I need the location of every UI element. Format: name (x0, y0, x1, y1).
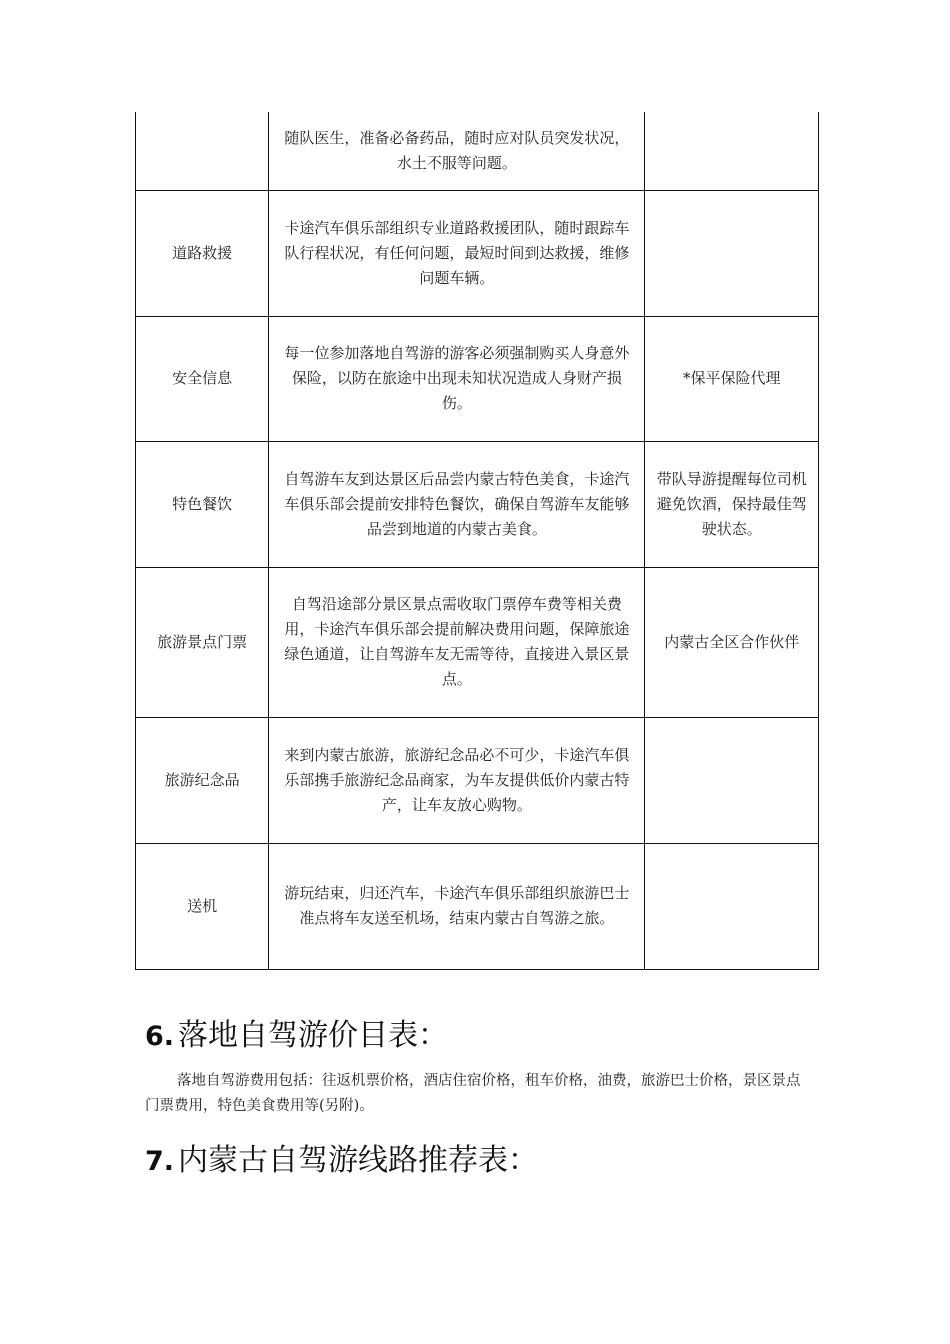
section-7-number: 7. (145, 1146, 175, 1177)
table-row (136, 441, 819, 567)
row-description: 自驾游车友到达景区后品尝内蒙古特色美食，卡途汽车俱乐部会提前安排特色餐饮，确保自驾游车友能够品尝到地道的内蒙古美食。 (269, 441, 645, 567)
row-name: 特色餐饮 (136, 441, 269, 567)
row-description: 卡途汽车俱乐部组织专业道路救援团队，随时跟踪车队行程状况，有任何问题，最短时间到达救援，维修问题车辆。 (269, 190, 645, 316)
section-6-title: 落地自驾游价目表： (178, 1018, 449, 1053)
table-row (136, 316, 819, 441)
table-row (136, 567, 819, 717)
row-note: 带队导游提醒每位司机避免饮酒，保持最佳驾驶状态。 (645, 441, 819, 567)
row-name (136, 112, 269, 190)
section-6-paragraph: 落地自驾游费用包括：往返机票价格，酒店住宿价格，租车价格，油费，旅游巴士价格，景区景点门票费用，特色美食费用等(另附)。 (145, 1073, 801, 1114)
row-description: 每一位参加落地自驾游的游客必须强制购买人身意外保险，以防在旅途中出现未知状况造成人身财产损伤。 (269, 316, 645, 441)
table-row (136, 190, 819, 316)
row-note (645, 190, 819, 316)
section-7-heading (145, 1135, 538, 1179)
row-note: *保平保险代理 (645, 316, 819, 441)
row-note (645, 112, 819, 190)
row-name: 旅游纪念品 (136, 717, 269, 843)
section-7-title: 内蒙古自驾游线路推荐表： (178, 1143, 539, 1178)
row-name: 道路救援 (136, 190, 269, 316)
row-description: 自驾沿途部分景区景点需收取门票停车费等相关费用，卡途汽车俱乐部会提前解决费用问题，保障旅途绿色通道，让自驾游车友无需等待，直接进入景区景点。 (269, 567, 645, 717)
row-name: 送机 (136, 843, 269, 969)
row-note: 内蒙古全区合作伙伴 (645, 567, 819, 717)
row-name: 安全信息 (136, 316, 269, 441)
row-note (645, 843, 819, 969)
service-table (135, 112, 819, 970)
section-6-number: 6. (145, 1021, 175, 1052)
row-description: 来到内蒙古旅游，旅游纪念品必不可少，卡途汽车俱乐部携手旅游纪念品商家，为车友提供低价内蒙古特产，让车友放心购物。 (269, 717, 645, 843)
row-description: 游玩结束，归还汽车，卡途汽车俱乐部组织旅游巴士准点将车友送至机场，结束内蒙古自驾游之旅。 (269, 843, 645, 969)
table-row (136, 112, 819, 190)
table-row (136, 717, 819, 843)
section-6-heading (145, 1010, 448, 1054)
row-name: 旅游景点门票 (136, 567, 269, 717)
table-row (136, 843, 819, 969)
row-note (645, 717, 819, 843)
row-description: 随队医生，准备必备药品，随时应对队员突发状况，水土不服等问题。 (269, 112, 645, 190)
